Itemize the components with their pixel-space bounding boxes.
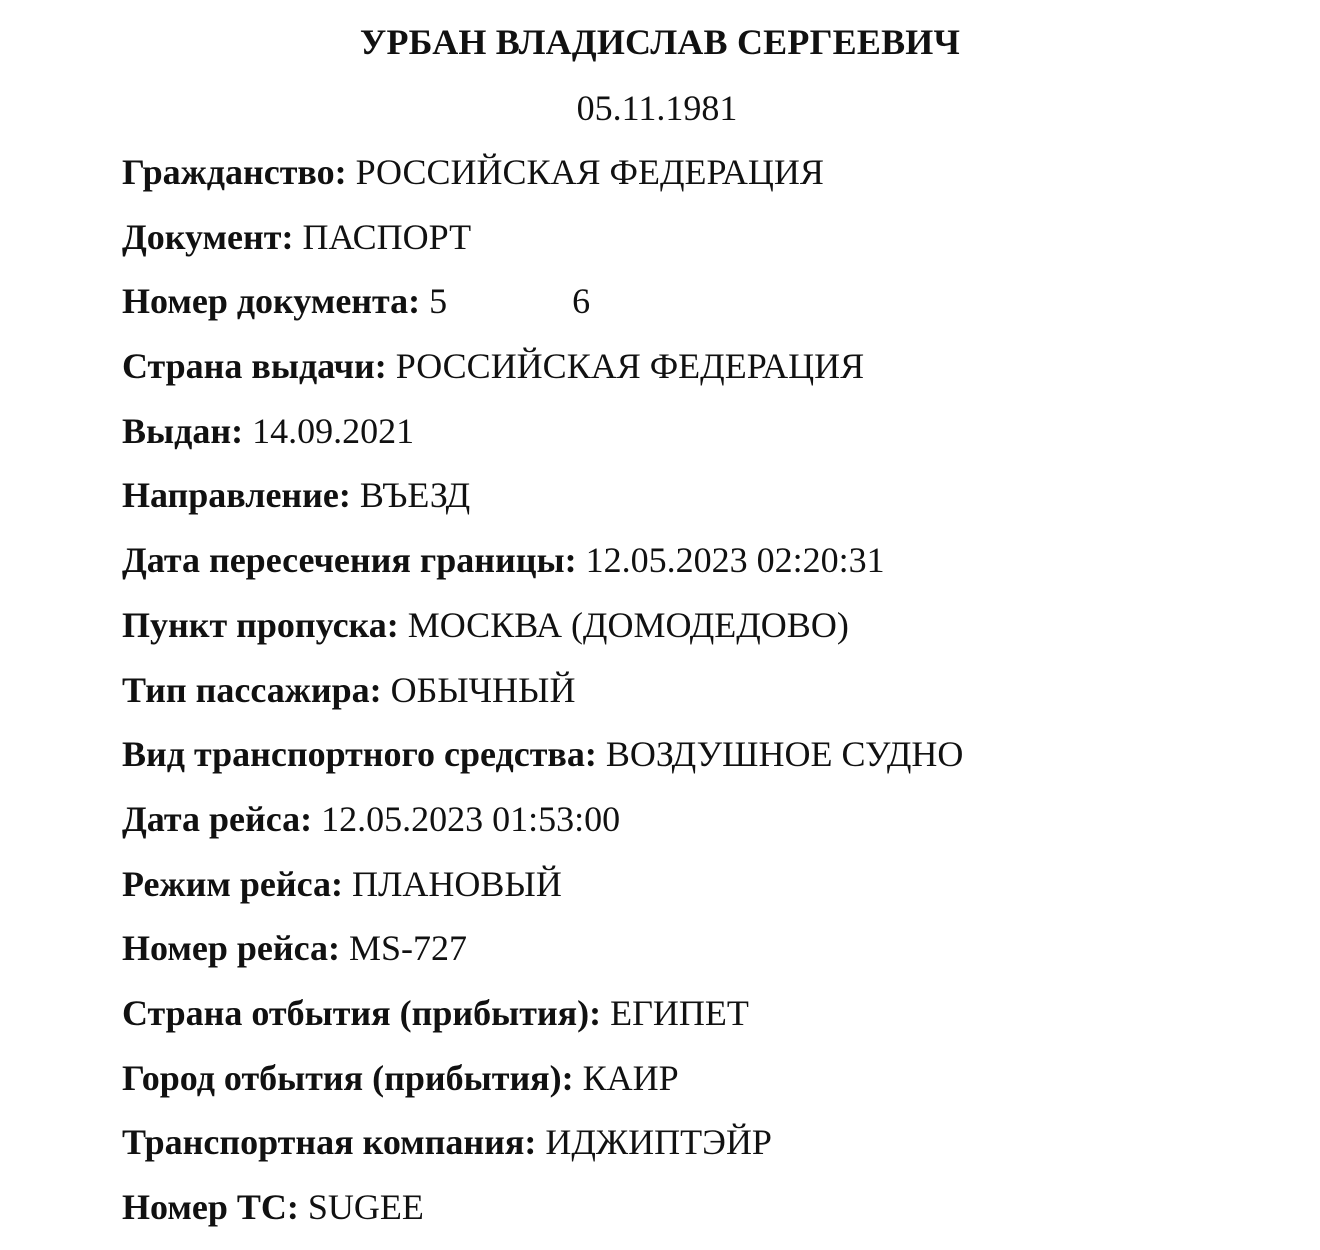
field-citizenship	[122, 150, 963, 215]
field-label: Страна отбытия (прибытия):	[122, 992, 602, 1033]
field-label: Пункт пропуска:	[122, 604, 399, 645]
field-label: Дата рейса:	[122, 798, 313, 839]
field-value: РОССИЙСКАЯ ФЕДЕРАЦИЯ	[355, 152, 824, 192]
field-value: ИДЖИПТЭЙР	[545, 1122, 772, 1163]
field-checkpoint	[122, 603, 963, 668]
field-label: Гражданство:	[122, 152, 347, 192]
field-crossing-date	[122, 538, 963, 603]
field-value: ВОЗДУШНОЕ СУДНО	[605, 734, 964, 775]
person-full-name: УРБАН ВЛАДИСЛАВ СЕРГЕЕВИЧ	[359, 22, 961, 62]
field-label: Режим рейса:	[122, 863, 344, 904]
field-document	[122, 215, 963, 280]
field-value: ОБЫЧНЫЙ	[390, 669, 576, 710]
field-departure-country	[122, 991, 963, 1056]
field-issuing-country	[122, 344, 963, 409]
field-value: MS-727	[349, 928, 468, 969]
field-vehicle-type	[122, 732, 963, 797]
field-label: Вид транспортного средства:	[122, 734, 597, 775]
field-value: ВЪЕЗД	[359, 475, 471, 516]
field-label: Направление:	[122, 475, 351, 516]
field-document-number	[122, 279, 963, 344]
field-flight-number	[122, 926, 963, 991]
field-label: Выдан:	[122, 410, 244, 451]
field-label: Дата пересечения границы:	[122, 540, 577, 581]
field-label: Город отбытия (прибытия):	[122, 1057, 574, 1098]
field-vehicle-number	[122, 1185, 963, 1250]
field-label: Тип пассажира:	[122, 669, 382, 710]
field-value: ПАСПОРТ	[302, 216, 472, 257]
field-value: 12.05.2023 02:20:31	[585, 540, 885, 581]
field-label: Номер рейса:	[122, 928, 340, 969]
field-value: ПЛАНОВЫЙ	[352, 863, 562, 904]
field-value-end: 6	[572, 281, 591, 322]
field-flight-date	[122, 797, 963, 862]
field-value: КАИР	[582, 1057, 679, 1098]
field-label: Транспортная компания:	[122, 1122, 537, 1163]
field-label: Номер документа:	[122, 281, 421, 322]
field-label: Номер ТС:	[122, 1187, 299, 1227]
field-value: МОСКВА (ДОМОДЕДОВО)	[407, 604, 849, 645]
field-value-start: 5	[429, 281, 448, 322]
field-value: РОССИЙСКАЯ ФЕДЕРАЦИЯ	[395, 346, 865, 387]
field-value: ЕГИПЕТ	[610, 992, 749, 1033]
field-departure-city	[122, 1056, 963, 1121]
field-label: Страна выдачи:	[122, 346, 387, 387]
field-value: 12.05.2023 01:53:00	[321, 798, 621, 839]
field-carrier	[122, 1120, 963, 1185]
field-value: SUGEE	[307, 1187, 424, 1227]
person-birth-date: 05.11.1981	[576, 88, 738, 128]
field-label: Документ:	[122, 216, 294, 257]
field-value: 14.09.2021	[252, 410, 415, 451]
field-flight-mode	[122, 862, 963, 927]
field-direction	[122, 473, 963, 538]
field-issued	[122, 409, 963, 474]
field-passenger-type	[122, 668, 963, 733]
record-fields	[122, 150, 963, 1250]
